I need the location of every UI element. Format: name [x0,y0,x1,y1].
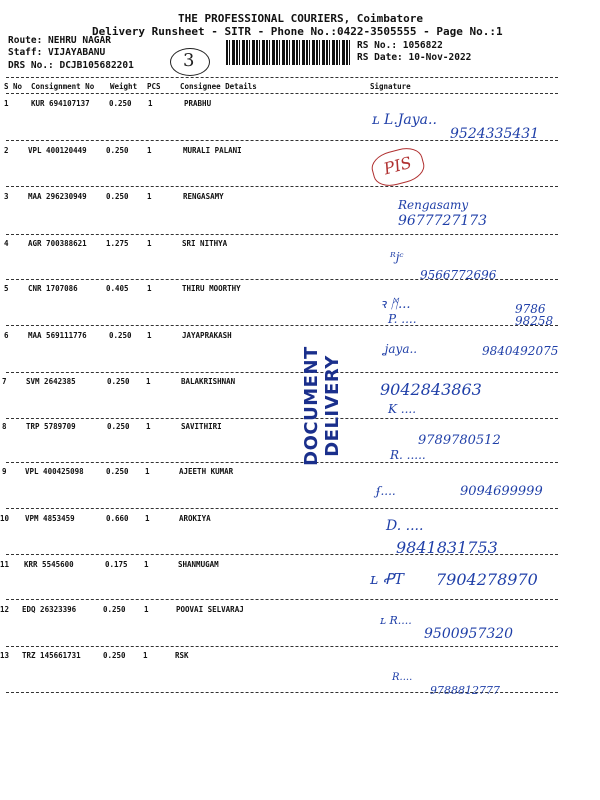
barcode [226,40,351,65]
row-divider [6,186,558,187]
row-sno: 9 [2,467,7,476]
row-pcs: 1 [147,146,152,155]
rs-number: RS No.: 1056822 [357,40,443,51]
row-weight: 0.250 [107,377,130,386]
row-consignment: CNR 1707086 [28,284,78,293]
row-weight: 0.250 [106,146,129,155]
signature-1: ʟ L.Jaya.. [372,112,437,128]
row-sno: 8 [2,422,7,431]
pis-handwritten-mark: PIS [368,144,427,190]
row-consignment: TRZ 145661731 [22,651,81,660]
row-pcs: 1 [148,99,153,108]
row-pcs: 1 [147,284,152,293]
signature-1-phone: 9524335431 [450,126,540,142]
signature-4-phone: 9566772696 [420,268,497,282]
row-consignee: JAYAPRAKASH [182,331,232,340]
row-pcs: 1 [145,514,150,523]
runsheet-subtitle: Delivery Runsheet - SITR - Phone No.:0422-3505555 - Page No.:1 [92,25,503,38]
document-delivery-stamp: DOCUMENT DELIVERY [301,346,343,466]
row-pcs: 1 [146,422,151,431]
row-weight: 0.250 [106,467,129,476]
row-sno: 3 [4,192,9,201]
row-pcs: 1 [144,560,149,569]
rs-date: RS Date: 10-Nov-2022 [357,52,472,63]
row-consignee: THIRU MOORTHY [182,284,241,293]
row-consignment: KRR 5545600 [24,560,74,569]
row-sno: 11 [0,560,10,569]
staff-label: Staff: VIJAYABANU [8,47,106,58]
row-weight: 0.250 [103,651,126,660]
header-top-rule [6,77,558,78]
row-pcs: 1 [146,377,151,386]
row-weight: 0.405 [106,284,129,293]
signature-5-name: P. .... [388,312,417,326]
row-divider [6,325,558,326]
row-consignment: MAA 296230949 [28,192,87,201]
signature-10-phone: 9841831753 [396,538,498,557]
row-consignment: SVM 2642385 [26,377,76,386]
signature-13-phone: 9788812777 [430,684,500,697]
row-divider [6,372,558,373]
row-consignee: SHANMUGAM [178,560,219,569]
row-sno: 4 [4,239,9,248]
signature-7: K .... [388,402,417,416]
row-consignee: POOVAI SELVARAJ [176,605,244,614]
signature-12: ʟ R.... [380,614,412,627]
row-sno: 7 [2,377,7,386]
row-divider [6,646,558,647]
row-consignment: VPL 400120449 [28,146,87,155]
signature-3-phone: 9677727173 [398,213,488,229]
row-pcs: 1 [143,651,148,660]
row-pcs: 1 [144,605,149,614]
row-weight: 0.250 [109,99,132,108]
drs-number: DRS No.: DCJB105682201 [8,60,134,71]
signature-13: R.... [392,672,413,683]
row-consignment: VPL 400425098 [25,467,84,476]
signature-9-phone: 9094699999 [460,484,543,499]
row-consignee: SAVITHIRI [181,422,222,431]
row-weight: 0.250 [103,605,126,614]
signature-5: ꝛ ᛗ... [380,297,411,312]
row-consignee: RSK [175,651,189,660]
row-sno: 2 [4,146,9,155]
route-label: Route: NEHRU NAGAR [8,35,111,46]
signature-6-phone: 9840492075 [482,344,559,358]
row-pcs: 1 [147,239,152,248]
row-weight: 0.250 [109,331,132,340]
row-divider [6,462,558,463]
row-divider [6,508,558,509]
signature-7-phone: 9042843863 [380,380,482,399]
row-consignment: EDQ 26323396 [22,605,77,614]
col-consignee: Consignee Details [180,82,257,91]
row-consignee: AJEETH KUMAR [179,467,234,476]
row-sno: 13 [0,651,10,660]
col-signature: Signature [370,82,411,91]
row-divider [6,234,558,235]
row-pcs: 1 [145,467,150,476]
signature-9: ʄ.... [376,484,396,498]
signature-5-phone: 9786 [515,302,546,316]
row-weight: 0.175 [105,560,128,569]
page-circle-number: 3 [183,50,195,71]
col-pcs: PCS [147,82,161,91]
row-weight: 0.250 [107,422,130,431]
row-consignee: SRI NITHYA [182,239,228,248]
signature-3-name: Rengasamy [398,198,469,212]
signature-10: D. .... [386,518,424,534]
header-bottom-rule [6,93,558,94]
signature-8: R. ..... [390,448,426,462]
signature-6: ʝaya.. [384,342,418,356]
row-consignment: AGR 700388621 [28,239,87,248]
row-consignment: VPM 4853459 [25,514,75,523]
row-consignee: RENGASAMY [183,192,224,201]
row-consignment: KUR 694107137 [31,99,90,108]
signature-11: ʟ ꝒT [370,570,404,588]
row-sno: 10 [0,514,10,523]
signature-8-phone: 9789780512 [418,433,501,448]
row-pcs: 1 [147,192,152,201]
row-divider [6,599,558,600]
row-pcs: 1 [147,331,152,340]
company-title: THE PROFESSIONAL COURIERS, Coimbatore [178,12,424,25]
col-sno: S No [4,82,23,91]
row-sno: 5 [4,284,9,293]
col-consignment: Consignment No [31,82,95,91]
row-weight: 1.275 [106,239,129,248]
row-sno: 6 [4,331,9,340]
signature-12-phone: 9500957320 [424,626,514,642]
signature-5-phone-b: 98258 [515,314,554,328]
row-divider [6,418,558,419]
row-consignee: MURALI PALANI [183,146,242,155]
row-sno: 1 [4,99,9,108]
signature-11-phone: 7904278970 [436,570,538,589]
row-consignee: PRABHU [184,99,212,108]
signature-4: ᴿjᶜ [390,250,404,264]
row-weight: 0.660 [106,514,129,523]
row-sno: 12 [0,605,10,614]
row-weight: 0.250 [106,192,129,201]
row-consignment: MAA 569111776 [28,331,87,340]
row-consignee: AROKIYA [179,514,211,523]
col-weight: Weight [110,82,138,91]
row-consignee: BALAKRISHNAN [181,377,236,386]
row-consignment: TRP 5789709 [26,422,76,431]
